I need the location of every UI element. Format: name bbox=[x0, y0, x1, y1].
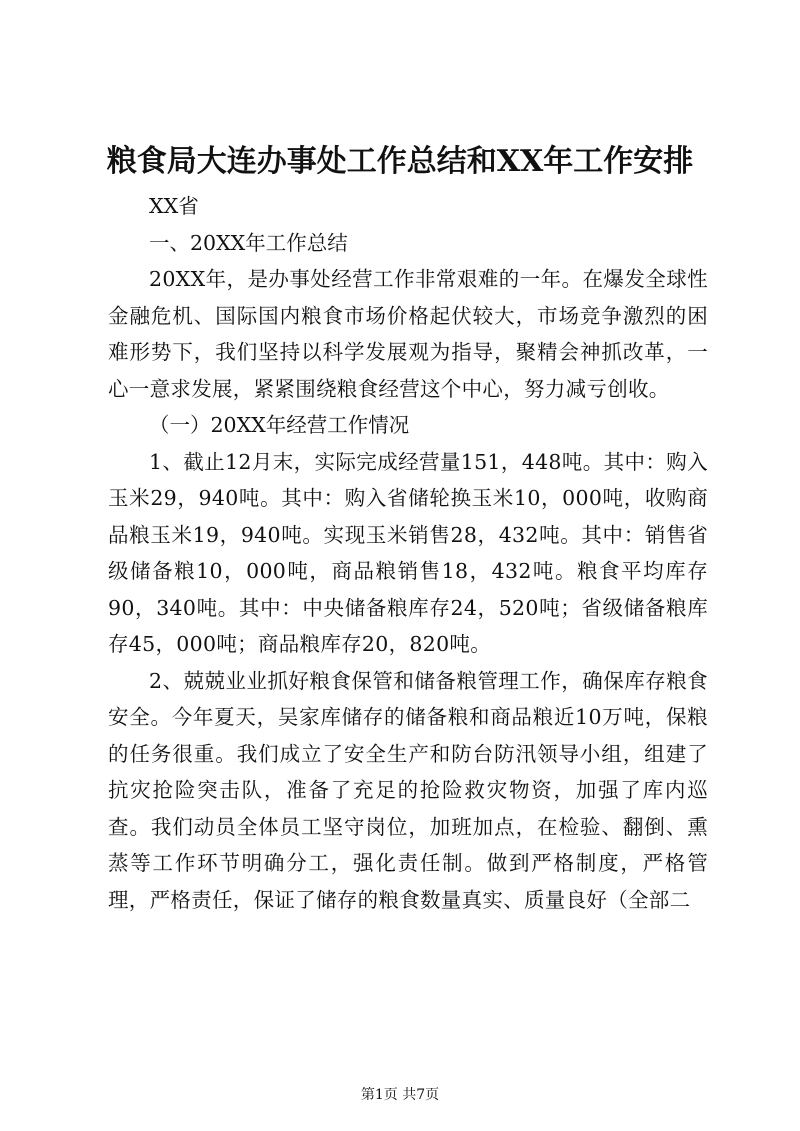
section-heading-summary: 一、20XX年工作总结 bbox=[149, 230, 348, 255]
paragraph-item-1: 1、截止12月末，实际完成经营量151，448吨。其中：购入玉米29，940吨。其中：购入省储轮换玉米10，000吨，收购商品粮玉米19，940吨。实现玉米销售28，432吨。其中：销售省级储备粮10，000吨，商品粮销售18，432吨。粮食平均库存90，340吨。其中：中央储备粮库存24，520吨；省级储备粮库存45，000吨；商品粮库存20，820吨。 bbox=[108, 449, 708, 656]
document-body bbox=[108, 188, 708, 918]
document-title: 粮食局大连办事处工作总结和XX年工作安排 bbox=[106, 144, 694, 179]
page-number-footer: 第1页 共7页 bbox=[360, 1087, 440, 1103]
paragraph-item-2: 2、兢兢业业抓好粮食保管和储备粮管理工作，确保库存粮食安全。今年夏天，吴家库储存的储备粮和商品粮近10万吨，保粮的任务很重。我们成立了安全生产和防台防汛领导小组，组建了抗灾抢险突击队，准备了充足的抢险救灾物资，加强了库内巡查。我们动员全体员工坚守岗位，加班加点，在检验、翻倒、熏蒸等工作环节明确分工，强化责任制。做到严格制度，严格管理，严格责任，保证了储存的粮食数量真实、质量良好（全部二 bbox=[108, 668, 708, 912]
paragraph-province: XX省 bbox=[149, 194, 199, 218]
paragraph-intro: 20XX年，是办事处经营工作非常艰难的一年。在爆发全球性金融危机、国际国内粮食市场价格起伏较大，市场竞争激烈的困难形势下，我们坚持以科学发展观为指导，聚精会神抓改革，一心一意求发展，紧紧围绕粮食经营这个中心，努力减亏创收。 bbox=[108, 267, 708, 401]
subsection-heading-operations: （一）20XX年经营工作情况 bbox=[149, 413, 410, 437]
